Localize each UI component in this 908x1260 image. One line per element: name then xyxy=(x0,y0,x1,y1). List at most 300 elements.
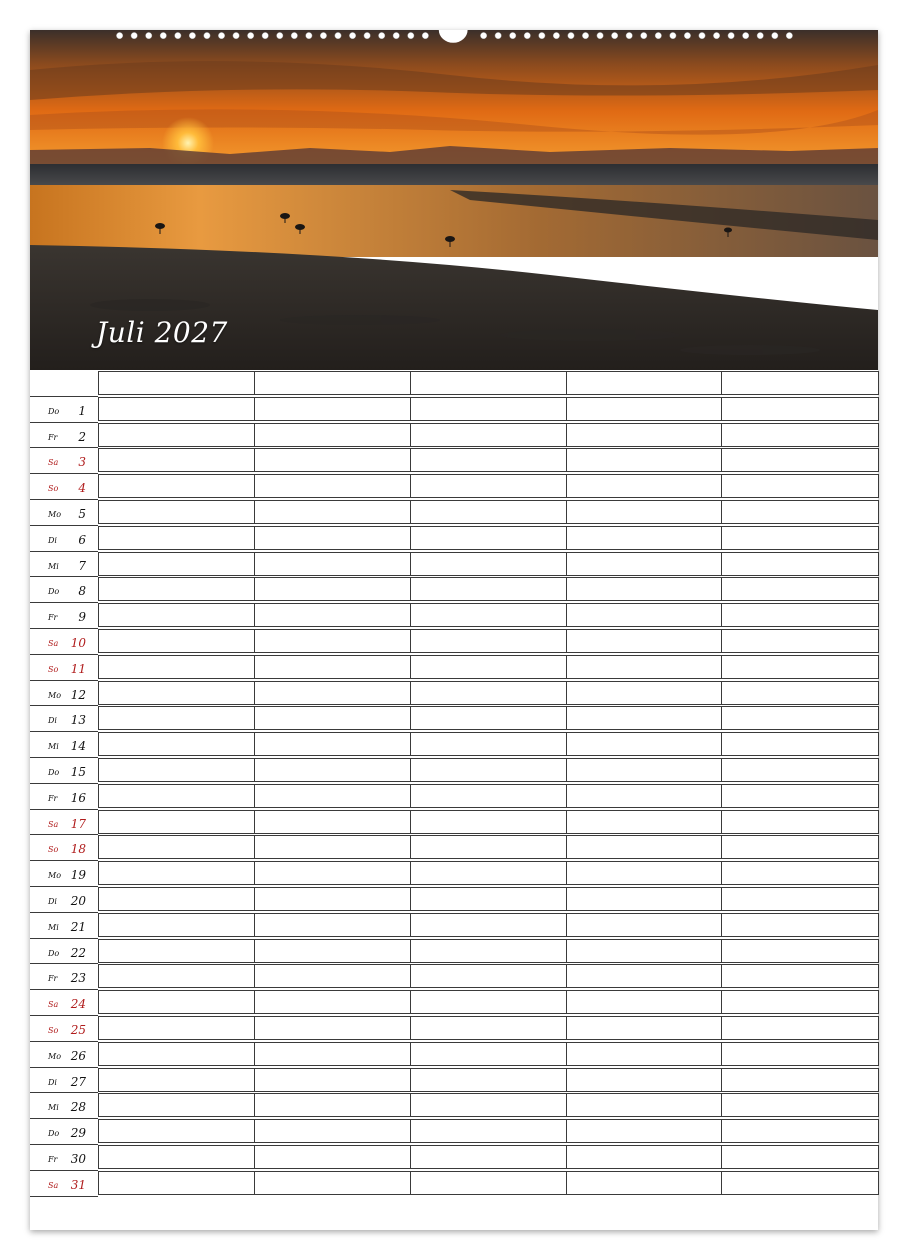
binding-hole xyxy=(684,32,690,38)
entry-cell[interactable] xyxy=(566,500,722,524)
weekday-abbrev: Do xyxy=(48,1129,60,1139)
entry-cell[interactable] xyxy=(254,526,411,550)
day-number: 9 xyxy=(78,610,86,625)
entry-cell[interactable] xyxy=(410,887,567,911)
binding-hole xyxy=(728,32,734,38)
entry-cell[interactable] xyxy=(254,758,411,782)
entry-cell[interactable] xyxy=(410,423,567,447)
day-label xyxy=(30,939,98,964)
entry-cell[interactable] xyxy=(721,1119,879,1143)
entry-cell[interactable] xyxy=(98,423,255,447)
entry-cell[interactable] xyxy=(566,577,722,601)
day-label xyxy=(30,397,98,422)
entry-cell[interactable] xyxy=(254,964,411,988)
row-divider xyxy=(30,1196,98,1197)
row-divider xyxy=(30,1170,98,1171)
entry-cell[interactable] xyxy=(721,990,879,1014)
binding-hole xyxy=(582,32,588,38)
entry-cell[interactable] xyxy=(410,758,567,782)
entry-cell[interactable] xyxy=(254,603,411,627)
binding-hole xyxy=(175,32,181,38)
binding-hole xyxy=(597,32,603,38)
entry-cell[interactable] xyxy=(254,681,411,705)
entry-cell[interactable] xyxy=(98,577,255,601)
binding-hole xyxy=(262,32,268,38)
entry-cell[interactable] xyxy=(566,732,722,756)
entry-cell[interactable] xyxy=(566,861,722,885)
row-divider xyxy=(30,422,98,423)
entry-cell[interactable] xyxy=(566,835,722,859)
entry-cell[interactable] xyxy=(98,500,255,524)
weekday-abbrev: Sa xyxy=(48,1000,59,1010)
entry-cell[interactable] xyxy=(721,1145,879,1169)
day-number: 27 xyxy=(70,1074,86,1089)
entry-cell[interactable] xyxy=(98,1068,255,1092)
entry-cell[interactable] xyxy=(721,732,879,756)
binding-hole xyxy=(364,32,370,38)
day-label xyxy=(30,681,98,706)
row-divider xyxy=(30,731,98,732)
entry-cell[interactable] xyxy=(721,1068,879,1092)
day-label xyxy=(30,835,98,860)
entry-cell[interactable] xyxy=(721,1042,879,1066)
entry-cell[interactable] xyxy=(566,1171,722,1195)
day-label xyxy=(30,1016,98,1041)
day-label xyxy=(30,964,98,989)
weekday-abbrev: Sa xyxy=(48,639,59,648)
day-row xyxy=(30,500,878,526)
day-label xyxy=(30,603,98,628)
entry-cell[interactable] xyxy=(721,603,879,627)
day-row xyxy=(30,1042,878,1068)
binding-hole xyxy=(699,32,705,38)
entry-cell[interactable] xyxy=(566,423,722,447)
entry-cell[interactable] xyxy=(566,913,722,937)
entry-cell[interactable] xyxy=(410,474,567,498)
entry-cell[interactable] xyxy=(254,474,411,498)
day-number: 14 xyxy=(70,739,86,754)
weekday-abbrev: Di xyxy=(48,1077,57,1087)
entry-cell[interactable] xyxy=(254,500,411,524)
entry-cell[interactable] xyxy=(566,1068,722,1092)
weekday-abbrev: Mo xyxy=(48,690,62,700)
binding-hole xyxy=(626,32,632,38)
binding-hole xyxy=(641,32,647,38)
entry-cell[interactable] xyxy=(566,603,722,627)
entry-cell[interactable] xyxy=(566,990,722,1014)
entry-cell[interactable] xyxy=(98,810,255,834)
entry-cell[interactable] xyxy=(410,552,567,576)
entry-cell[interactable] xyxy=(410,706,567,730)
entry-cell[interactable] xyxy=(254,706,411,730)
entry-cell[interactable] xyxy=(254,810,411,834)
day-row xyxy=(30,552,878,578)
entry-cell[interactable] xyxy=(98,1016,255,1040)
entry-cell[interactable] xyxy=(98,629,255,653)
day-label xyxy=(30,423,98,448)
row-divider xyxy=(30,783,98,784)
binding-hole xyxy=(131,32,137,38)
row-divider xyxy=(30,525,98,526)
entry-cell[interactable] xyxy=(410,1119,567,1143)
weekday-abbrev: Sa xyxy=(48,819,59,829)
weekday-abbrev: So xyxy=(48,1026,59,1035)
entry-cell[interactable] xyxy=(254,1068,411,1092)
entry-cell[interactable] xyxy=(721,1016,879,1040)
entry-cell[interactable] xyxy=(254,1042,411,1066)
entry-cell[interactable] xyxy=(410,500,567,524)
binding-hole xyxy=(772,32,778,38)
day-row xyxy=(30,526,878,552)
entry-cell[interactable] xyxy=(98,913,255,937)
entry-cell[interactable] xyxy=(98,887,255,911)
entry-cell[interactable] xyxy=(566,629,722,653)
entry-cell[interactable] xyxy=(98,526,255,550)
entry-cell[interactable] xyxy=(721,500,879,524)
entry-cell[interactable] xyxy=(566,810,722,834)
day-label xyxy=(30,655,98,680)
entry-cell[interactable] xyxy=(254,577,411,601)
entry-cell[interactable] xyxy=(98,835,255,859)
day-row xyxy=(30,1016,878,1042)
entry-cell[interactable] xyxy=(410,1016,567,1040)
entry-cell[interactable] xyxy=(410,990,567,1014)
entry-cell[interactable] xyxy=(98,1171,255,1195)
entry-cell[interactable] xyxy=(98,758,255,782)
binding-hole xyxy=(655,32,661,38)
entry-cell[interactable] xyxy=(721,810,879,834)
entry-cell[interactable] xyxy=(721,1093,879,1117)
day-number: 25 xyxy=(70,1023,86,1037)
entry-cell[interactable] xyxy=(721,371,879,395)
entry-cell[interactable] xyxy=(410,448,567,472)
entry-cell[interactable] xyxy=(98,397,255,421)
entry-cell[interactable] xyxy=(410,810,567,834)
entry-cell[interactable] xyxy=(566,526,722,550)
entry-cell[interactable] xyxy=(98,732,255,756)
weekday-abbrev: Mi xyxy=(48,742,59,752)
entry-cell[interactable] xyxy=(410,1171,567,1195)
entry-cell[interactable] xyxy=(566,1119,722,1143)
row-divider xyxy=(30,447,98,448)
weekday-abbrev: Sa xyxy=(48,1180,59,1190)
entry-cell[interactable] xyxy=(566,1016,722,1040)
day-row xyxy=(30,1093,878,1119)
row-divider xyxy=(30,499,98,500)
binding-hole xyxy=(335,32,341,38)
entry-cell[interactable] xyxy=(254,423,411,447)
entry-cell[interactable] xyxy=(566,655,722,679)
entry-cell[interactable] xyxy=(566,1042,722,1066)
entry-cell[interactable] xyxy=(410,835,567,859)
day-row xyxy=(30,1171,878,1197)
entry-cell[interactable] xyxy=(566,964,722,988)
entry-cell[interactable] xyxy=(566,474,722,498)
day-number: 29 xyxy=(70,1126,86,1141)
entry-cell[interactable] xyxy=(410,964,567,988)
entry-cell[interactable] xyxy=(254,1171,411,1195)
entry-cell[interactable] xyxy=(566,397,722,421)
entry-cell[interactable] xyxy=(98,706,255,730)
entry-cell[interactable] xyxy=(566,371,722,395)
binding-hole xyxy=(116,32,122,38)
entry-cell[interactable] xyxy=(254,1016,411,1040)
entry-cell[interactable] xyxy=(98,474,255,498)
entry-cell[interactable] xyxy=(254,990,411,1014)
entry-cell[interactable] xyxy=(254,371,411,395)
entry-cell[interactable] xyxy=(410,1145,567,1169)
entry-cell[interactable] xyxy=(721,706,879,730)
binding-hole xyxy=(146,32,152,38)
row-divider xyxy=(30,551,98,552)
day-row xyxy=(30,603,878,629)
entry-cell[interactable] xyxy=(566,706,722,730)
row-divider xyxy=(30,809,98,810)
entry-cell[interactable] xyxy=(98,964,255,988)
entry-cell[interactable] xyxy=(721,397,879,421)
weekday-abbrev: Fr xyxy=(48,432,58,442)
entry-cell[interactable] xyxy=(98,990,255,1014)
day-number: 21 xyxy=(70,919,86,934)
weekday-abbrev: So xyxy=(48,484,59,494)
entry-cell[interactable] xyxy=(410,732,567,756)
weekday-abbrev: Mi xyxy=(48,922,59,932)
binding-hole xyxy=(291,32,297,38)
entry-cell[interactable] xyxy=(721,887,879,911)
day-label xyxy=(30,784,98,809)
day-number: 12 xyxy=(70,687,86,702)
entry-cell[interactable] xyxy=(254,835,411,859)
entry-cell[interactable] xyxy=(254,448,411,472)
binding-hole xyxy=(742,32,748,38)
row-divider xyxy=(30,680,98,681)
binding-hole xyxy=(408,32,414,38)
entry-cell[interactable] xyxy=(721,758,879,782)
day-number: 30 xyxy=(70,1152,86,1166)
header-row xyxy=(30,371,878,397)
day-row xyxy=(30,681,878,707)
entry-cell[interactable] xyxy=(721,526,879,550)
binding-hole xyxy=(480,32,486,38)
entry-cell[interactable] xyxy=(98,1145,255,1169)
day-label xyxy=(30,1171,98,1196)
row-divider xyxy=(30,1067,98,1068)
entry-cell[interactable] xyxy=(721,448,879,472)
binding-hole xyxy=(204,32,210,38)
entry-cell[interactable] xyxy=(98,861,255,885)
entry-cell[interactable] xyxy=(721,629,879,653)
entry-cell[interactable] xyxy=(254,1145,411,1169)
entry-cell[interactable] xyxy=(566,887,722,911)
day-number: 11 xyxy=(70,661,86,676)
entry-cell[interactable] xyxy=(98,1042,255,1066)
day-row xyxy=(30,706,878,732)
entry-cell[interactable] xyxy=(721,1171,879,1195)
entry-cell[interactable] xyxy=(254,861,411,885)
binding-hole xyxy=(320,32,326,38)
entry-cell[interactable] xyxy=(254,397,411,421)
day-number: 7 xyxy=(78,558,86,573)
day-number: 1 xyxy=(78,403,86,418)
day-row xyxy=(30,913,878,939)
row-divider xyxy=(30,963,98,964)
binding-hole xyxy=(393,32,399,38)
day-number: 31 xyxy=(70,1177,86,1192)
binding-hole xyxy=(160,32,166,38)
entry-cell[interactable] xyxy=(410,629,567,653)
entry-cell[interactable] xyxy=(410,603,567,627)
binding-hole xyxy=(539,32,545,38)
day-number: 17 xyxy=(70,816,86,831)
entry-cell[interactable] xyxy=(566,1093,722,1117)
entry-cell[interactable] xyxy=(410,861,567,885)
day-row xyxy=(30,887,878,913)
weekday-abbrev: Fr xyxy=(48,613,58,623)
binding-hole xyxy=(277,32,283,38)
entry-cell[interactable] xyxy=(410,1068,567,1092)
day-label xyxy=(30,1093,98,1118)
entry-cell[interactable] xyxy=(98,784,255,808)
day-row xyxy=(30,964,878,990)
entry-cell[interactable] xyxy=(566,939,722,963)
binding-hole xyxy=(568,32,574,38)
weekday-abbrev: Do xyxy=(48,768,60,777)
entry-cell[interactable] xyxy=(410,526,567,550)
row-divider xyxy=(30,628,98,629)
day-number: 5 xyxy=(78,507,86,521)
day-label xyxy=(30,448,98,473)
entry-cell[interactable] xyxy=(410,371,567,395)
day-row xyxy=(30,990,878,1016)
day-number: 26 xyxy=(70,1048,86,1063)
binding-hole xyxy=(218,32,224,38)
entry-cell[interactable] xyxy=(98,371,255,395)
day-label xyxy=(30,732,98,757)
entry-cell[interactable] xyxy=(254,655,411,679)
binding-hole xyxy=(611,32,617,38)
weekday-abbrev: Mo xyxy=(48,871,62,881)
entry-cell[interactable] xyxy=(721,681,879,705)
weekday-abbrev: Fr xyxy=(48,793,58,803)
entry-cell[interactable] xyxy=(721,861,879,885)
entry-cell[interactable] xyxy=(410,1042,567,1066)
weekday-abbrev: Fr xyxy=(48,974,58,984)
entry-cell[interactable] xyxy=(98,681,255,705)
day-row xyxy=(30,577,878,603)
entry-cell[interactable] xyxy=(566,448,722,472)
entry-cell[interactable] xyxy=(566,758,722,782)
weekday-abbrev: Do xyxy=(48,948,60,958)
day-label xyxy=(30,371,98,396)
row-divider xyxy=(30,860,98,861)
row-divider xyxy=(30,1144,98,1145)
row-divider xyxy=(30,938,98,939)
entry-cell[interactable] xyxy=(98,552,255,576)
entry-cell[interactable] xyxy=(254,784,411,808)
day-number: 2 xyxy=(78,429,86,444)
weekday-abbrev: Mi xyxy=(48,1103,59,1113)
entry-cell[interactable] xyxy=(721,423,879,447)
day-number: 3 xyxy=(78,455,86,470)
entry-cell[interactable] xyxy=(410,655,567,679)
day-row xyxy=(30,861,878,887)
entry-cell[interactable] xyxy=(721,784,879,808)
weekday-abbrev: Di xyxy=(48,716,57,726)
entry-cell[interactable] xyxy=(721,939,879,963)
entry-cell[interactable] xyxy=(721,474,879,498)
entry-cell[interactable] xyxy=(410,577,567,601)
entry-cell[interactable] xyxy=(98,603,255,627)
row-divider xyxy=(30,1118,98,1119)
day-row xyxy=(30,939,878,965)
entry-cell[interactable] xyxy=(254,887,411,911)
entry-cell[interactable] xyxy=(410,1093,567,1117)
day-row xyxy=(30,397,878,423)
entry-cell[interactable] xyxy=(98,1093,255,1117)
entry-cell[interactable] xyxy=(721,552,879,576)
entry-cell[interactable] xyxy=(254,913,411,937)
weekday-abbrev: Di xyxy=(48,897,57,906)
entry-cell[interactable] xyxy=(721,913,879,937)
entry-cell[interactable] xyxy=(254,732,411,756)
day-number: 20 xyxy=(70,894,86,908)
entry-cell[interactable] xyxy=(254,629,411,653)
day-label xyxy=(30,552,98,577)
day-number: 24 xyxy=(70,997,86,1012)
entry-cell[interactable] xyxy=(254,1119,411,1143)
entry-cell[interactable] xyxy=(254,552,411,576)
row-divider xyxy=(30,1041,98,1042)
weekday-abbrev: Do xyxy=(48,587,60,597)
entry-cell[interactable] xyxy=(566,552,722,576)
entry-cell[interactable] xyxy=(410,913,567,937)
entry-cell[interactable] xyxy=(410,397,567,421)
entry-cell[interactable] xyxy=(721,964,879,988)
entry-cell[interactable] xyxy=(98,1119,255,1143)
binding-hole xyxy=(378,32,384,38)
entry-cell[interactable] xyxy=(410,784,567,808)
entry-cell[interactable] xyxy=(410,939,567,963)
entry-cell[interactable] xyxy=(566,681,722,705)
row-divider xyxy=(30,834,98,835)
entry-cell[interactable] xyxy=(566,784,722,808)
binding-hole xyxy=(713,32,719,38)
entry-cell[interactable] xyxy=(98,448,255,472)
entry-cell[interactable] xyxy=(98,939,255,963)
day-label xyxy=(30,1145,98,1170)
weekday-abbrev: Mi xyxy=(48,561,59,571)
entry-cell[interactable] xyxy=(98,655,255,679)
entry-cell[interactable] xyxy=(721,835,879,859)
weekday-abbrev: Fr xyxy=(48,1155,58,1164)
day-label xyxy=(30,577,98,602)
entry-cell[interactable] xyxy=(254,939,411,963)
entry-cell[interactable] xyxy=(721,655,879,679)
month-title: Juli 2027 xyxy=(96,316,228,349)
entry-cell[interactable] xyxy=(410,681,567,705)
binding-hole xyxy=(524,32,530,38)
entry-cell[interactable] xyxy=(721,577,879,601)
weekday-abbrev: Mo xyxy=(48,510,62,519)
entry-cell[interactable] xyxy=(566,1145,722,1169)
day-row xyxy=(30,448,878,474)
day-row xyxy=(30,810,878,836)
day-label xyxy=(30,629,98,654)
day-label xyxy=(30,526,98,551)
day-row xyxy=(30,629,878,655)
entry-cell[interactable] xyxy=(254,1093,411,1117)
row-divider xyxy=(30,886,98,887)
